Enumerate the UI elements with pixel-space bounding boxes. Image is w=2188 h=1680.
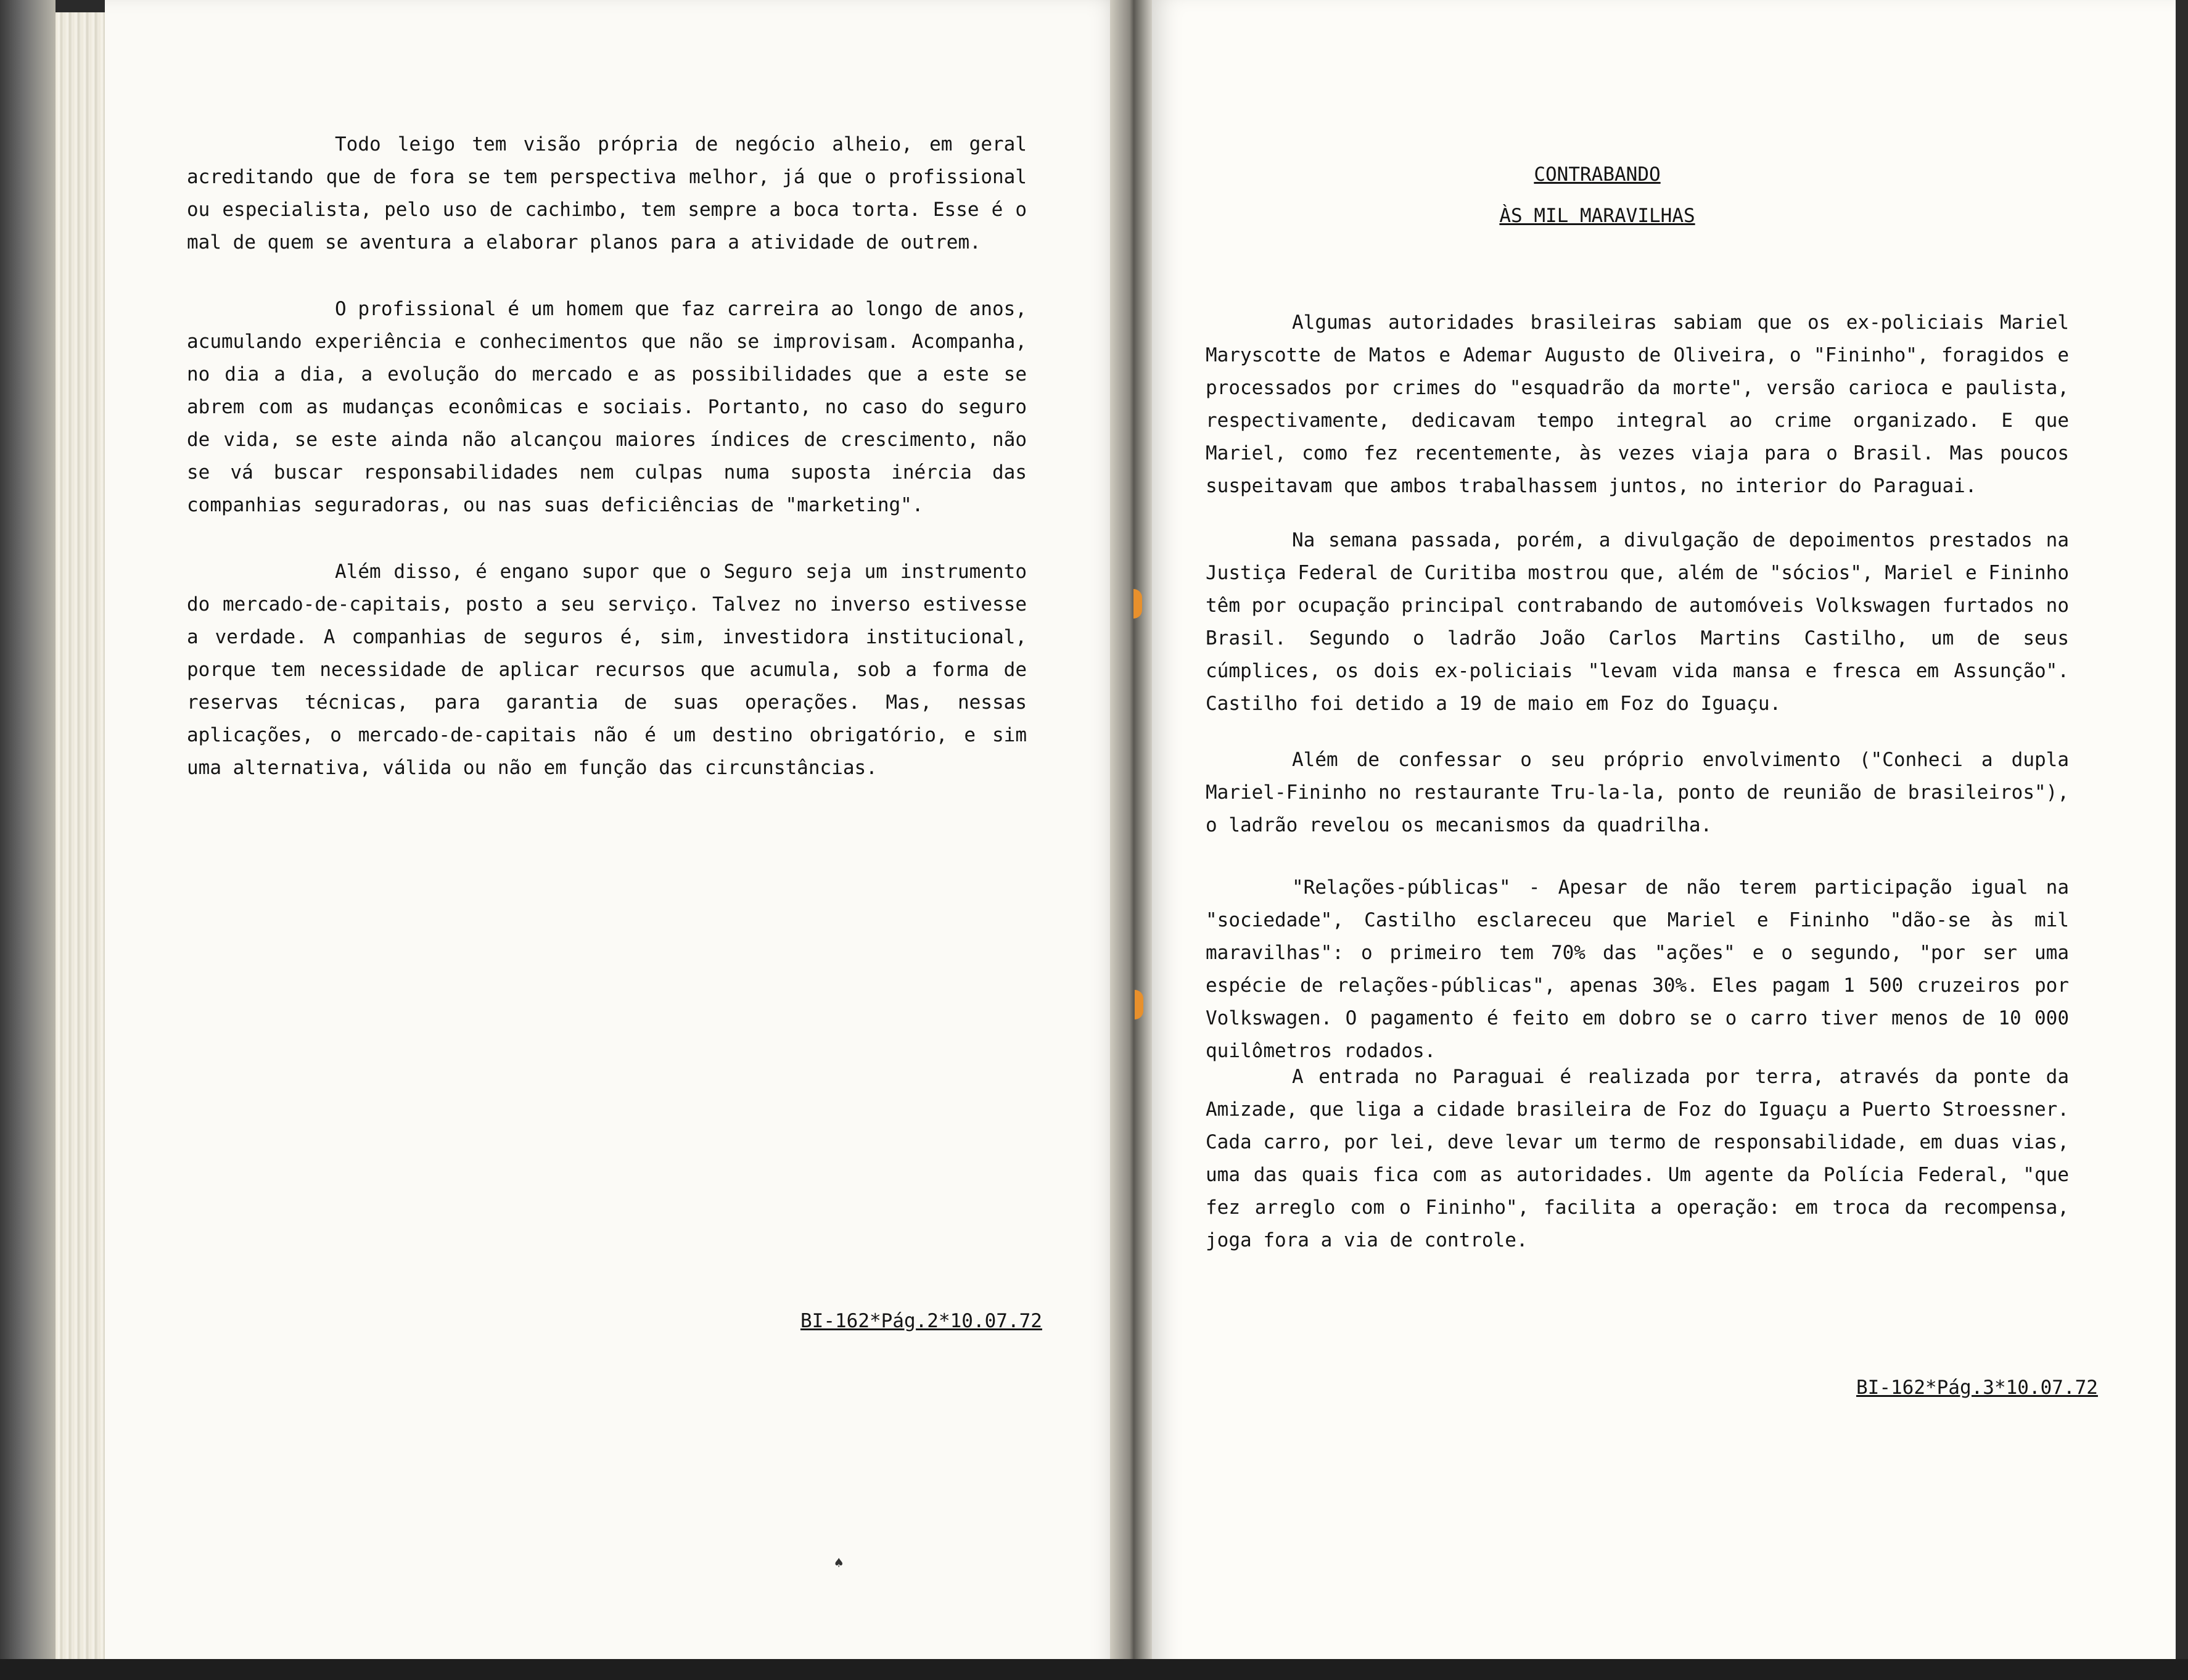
left-paragraph-3: Além disso, é engano supor que o Seguro seja um instrumento do mercado-de-capitais, posto a seu serviço. Talvez no inverso estivesse a verdade. A companhias de seguros é, sim, investidora institucional, porque tem necessidade de aplicar recursos que acumula, sob a forma de reservas técnicas, para garantia de suas operações. Mas, nessas aplicações, o mercado-de-capitais não é um destino obrigatório, e sim uma alternativa, válida ou não em função das circunstâncias. [187,561,1027,779]
book-gutter [1110,0,1153,1680]
right-paragraph-1: Algumas autoridades brasileiras sabiam que os ex-policiais Mariel Maryscotte de Matos e Ademar Augusto de Oliveira, o "Fininho", foragidos e processados por crimes do "esquadrão da morte", versão carioca e paulista, respectivamente, dedicavam tempo integral ao crime organizado. E que Mariel, como fez recentemente, às vezes viaja para o Brasil. Mas poucos suspeitavam que ambos trabalhassem juntos, no interior do Paraguai. [1206,311,2069,497]
article-subheading: ÀS MIL MARAVILHAS [1499,205,1695,227]
right-paragraph-3: Além de confessar o seu próprio envolvimento ("Conheci a dupla Mariel-Fininho no restaurante Tru-la-la, ponto de reunião de brasileiros"), o ladrão revelou os mecanismos da quadrilha. [1206,749,2069,836]
orange-page-tab [1133,589,1142,619]
right-paragraph-4: "Relações-públicas" - Apesar de não terem participação igual na "sociedade", Castilho esclareceu que Mariel e Fininho "dão-se às mil maravilhas": o primeiro tem 70% das "ações" e o segundo, "por ser uma espécie de relações-públicas", apenas 30%. Eles pagam 1 500 cruzeiros por Volkswagen. O pagamento é feito em dobro se o carro tiver menos de 10 000 quilômetros rodados. [1206,876,2069,1062]
scanner-edge-left [0,0,56,1680]
right-paragraph-2: Na semana passada, porém, a divulgação de depoimentos prestados na Justiça Federal de Curitiba mostrou que, além de "sócios", Mariel e Fininho têm por ocupação principal contrabando de automóveis Volkswagen furtados no Brasil. Segundo o ladrão João Carlos Martins Castilho, um de seus cúmplices, os dois ex-policiais "levam vida mansa e fresca em Assunção". Castilho foi detido a 19 de maio em Foz do Iguaçu. [1206,529,2069,715]
right-paragraph-5: A entrada no Paraguai é realizada por terra, através da ponte da Amizade, que liga a cidade brasileira de Foz do Iguaçu a Puerto Stroessner. Cada carro, por lei, deve levar um termo de responsabilidade, em duas vias, uma das quais fica com as autoridades. Um agente da Polícia Federal, "que fez arreglo com o Fininho", facilita a operação: em troca da recompensa, joga fora a via de controle. [1206,1066,2069,1251]
ink-mark: ♠ [834,1554,844,1571]
orange-page-tab [1135,990,1143,1019]
right-page-footer: BI-162*Pág.3*10.07.72 [1856,1377,2098,1399]
left-page-footer: BI-162*Pág.2*10.07.72 [800,1310,1042,1332]
left-paragraph-1: Todo leigo tem visão própria de negócio alheio, em geral acreditando que de fora se tem perspectiva melhor, já que o profissional ou especialista, pelo uso de cachimbo, tem sempre a boca torta. Esse é o mal de quem se aventura a elaborar planos para a atividade de outrem. [187,133,1027,253]
scanner-edge-bottom [0,1659,2188,1680]
article-heading: CONTRABANDO [1534,163,1661,186]
left-paragraph-2: O profissional é um homem que faz carreira ao longo de anos, acumulando experiência e conhecimentos que não se improvisam. Acompanha, no dia a dia, a evolução do mercado e as possibilidades que a este se abrem com as mudanças econômicas e sociais. Portanto, no caso do seguro de vida, se este ainda não alcançou maiores índices de crescimento, não se vá buscar responsabilidades nem culpas numa suposta inércia das companhias seguradoras, ou nas suas deficiências de "marketing". [187,298,1027,516]
scanner-edge-right [2176,0,2188,1680]
